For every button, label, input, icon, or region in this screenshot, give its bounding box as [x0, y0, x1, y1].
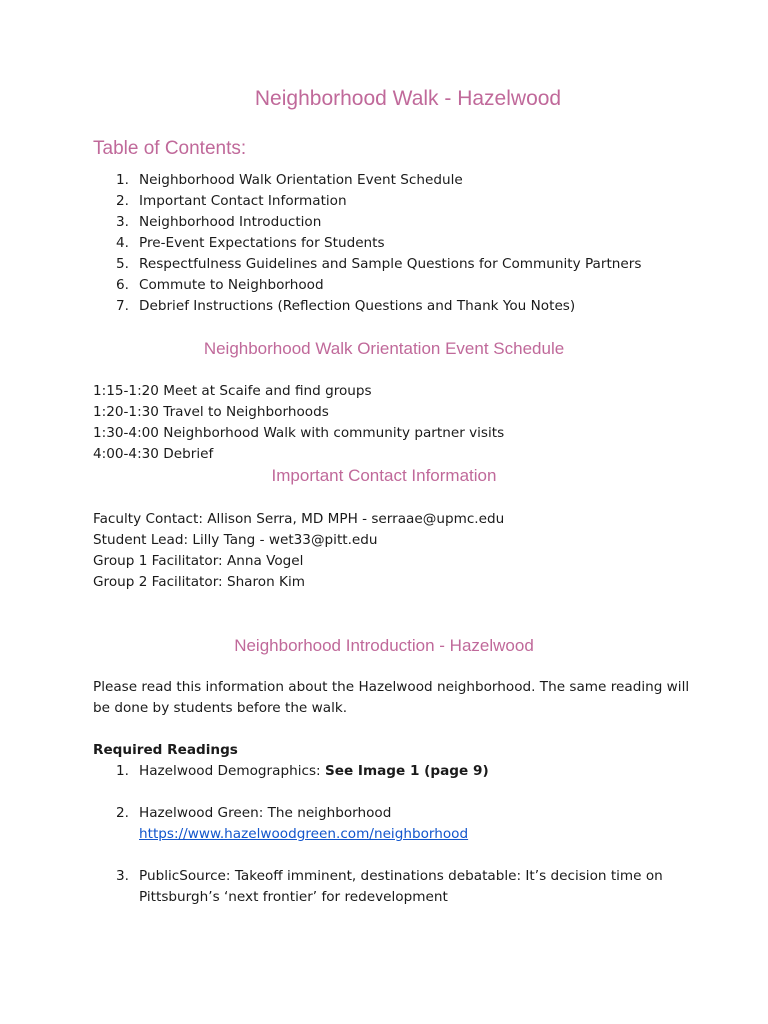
image-reference: See Image 1 (page 9)	[324, 763, 489, 779]
toc-item[interactable]: 1. Neighborhood Walk Orientation Event Schedule	[116, 172, 463, 188]
contact-line: Group 2 Facilitator: Sharon Kim	[93, 574, 305, 590]
toc-heading: Table of Contents:	[93, 138, 247, 159]
reading-item: 3. PublicSource: Takeoff imminent, destinations debatable: It’s decision time on Pittsburgh’s ‘next frontier’ for redevelopment	[116, 868, 663, 905]
schedule-line: 4:00-4:30 Debrief	[93, 446, 214, 462]
schedule-line: 1:30-4:00 Neighborhood Walk with community partner visits	[93, 425, 505, 441]
toc-item[interactable]: 6. Commute to Neighborhood	[116, 277, 324, 293]
toc-list	[93, 170, 641, 317]
schedule-line: 1:20-1:30 Travel to Neighborhoods	[93, 404, 329, 420]
contacts-list	[93, 509, 504, 593]
toc-item[interactable]: 3. Neighborhood Introduction	[116, 214, 322, 230]
page-title: Neighborhood Walk - Hazelwood	[254, 87, 562, 110]
schedule-list	[93, 381, 504, 465]
contact-line: Faculty Contact: Allison Serra, MD MPH - serraae@upmc.edu	[93, 511, 505, 527]
contact-line: Student Lead: Lilly Tang - wet33@pitt.edu	[93, 532, 378, 548]
reading-item: 2. Hazelwood Green: The neighborhood https://www.hazelwoodgreen.com/neighborhood	[116, 805, 469, 842]
reading-item: 1. Hazelwood Demographics: See Image 1 (page 9)	[116, 763, 489, 779]
contact-line: Group 1 Facilitator: Anna Vogel	[93, 553, 304, 569]
contacts-heading: Important Contact Information	[271, 466, 497, 485]
readings-label: Required Readings	[93, 742, 238, 758]
toc-item[interactable]: 5. Respectfulness Guidelines and Sample Questions for Community Partners	[116, 256, 642, 272]
schedule-heading: Neighborhood Walk Orientation Event Schedule	[203, 339, 565, 358]
hazelwood-green-link[interactable]: https://www.hazelwoodgreen.com/neighborhood	[139, 826, 469, 842]
toc-item[interactable]: 7. Debrief Instructions (Reflection Questions and Thank You Notes)	[116, 298, 576, 314]
intro-paragraph	[93, 677, 689, 719]
intro-paragraph-line: be done by students before the walk.	[93, 700, 348, 716]
schedule-line: 1:15-1:20 Meet at Scaife and find groups	[93, 383, 372, 399]
toc-item[interactable]: 4. Pre-Event Expectations for Students	[116, 235, 385, 251]
readings-list	[93, 761, 663, 908]
toc-item[interactable]: 2. Important Contact Information	[116, 193, 347, 209]
intro-heading: Neighborhood Introduction - Hazelwood	[234, 636, 534, 655]
intro-paragraph-line: Please read this information about the Hazelwood neighborhood. The same reading will	[93, 679, 690, 695]
